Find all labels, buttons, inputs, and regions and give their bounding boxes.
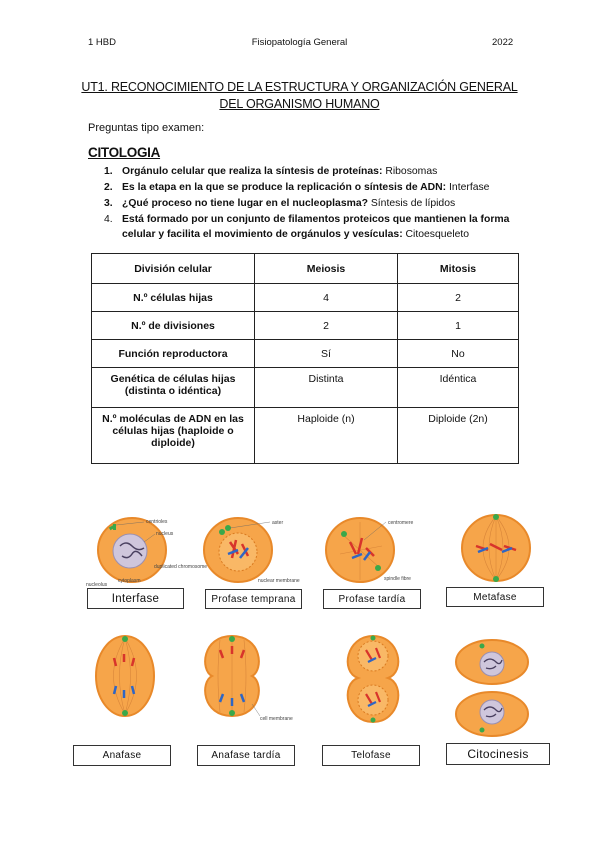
table-row — [92, 408, 519, 464]
header-right: 2022 — [492, 37, 514, 48]
duplicated-chromosome-label: duplicated chromosome — [154, 564, 208, 570]
header-left: 1 HBD — [88, 37, 116, 48]
answer-text: Síntesis de lípidos — [370, 198, 456, 209]
table-cell: Haploide (n) — [255, 408, 398, 464]
table-header-cell: Meiosis — [255, 254, 398, 284]
table-cell: Sí — [255, 340, 398, 368]
nuclear-membrane-label: nuclear membrane — [258, 578, 300, 584]
centromere-label: centromere — [388, 520, 414, 526]
question-list — [88, 165, 528, 244]
table-header-cell: División celular — [92, 254, 255, 284]
table-row — [92, 340, 519, 368]
question-number: 1. — [104, 166, 113, 177]
label-anaphase: Anafase — [73, 745, 171, 766]
question-item — [88, 165, 528, 180]
interphase-diagram — [84, 510, 208, 590]
table-cell: 2 — [398, 284, 519, 312]
question-number: 4. — [104, 214, 113, 225]
page-title-line2: DEL ORGANISMO HUMANO — [219, 97, 380, 111]
label-metaphase: Metafase — [446, 587, 544, 607]
nucleolus-label: nucleolus — [86, 582, 108, 588]
header-center: Fisiopatología General — [251, 37, 348, 48]
question-item — [88, 213, 528, 242]
table-header-cell: Mitosis — [398, 254, 519, 284]
section-heading: CITOLOGIA — [88, 145, 161, 160]
question-number: 2. — [104, 182, 113, 193]
table-cell: No — [398, 340, 519, 368]
table-row-header: Genética de células hijas (distinta o idéntica) — [92, 368, 255, 408]
question-number: 3. — [104, 198, 113, 209]
comparison-table — [91, 253, 519, 464]
label-late-prophase: Profase tardía — [323, 589, 421, 609]
table-row — [92, 312, 519, 340]
answer-text: Ribosomas — [385, 166, 438, 177]
aster-label: aster — [272, 520, 284, 526]
question-item — [88, 197, 528, 212]
table-cell: 1 — [398, 312, 519, 340]
table-row-header: N.º moléculas de ADN en las células hijas (haploide o diploide) — [92, 408, 255, 464]
table-cell: Idéntica — [398, 368, 519, 408]
answer-text: Interfase — [449, 182, 490, 193]
table-header-row — [92, 254, 519, 284]
spindle-fibre-label: spindle fibre — [384, 576, 411, 582]
late-prophase-diagram — [322, 510, 432, 590]
label-early-prophase: Profase temprana — [205, 589, 302, 609]
question-text: Orgánulo celular que realiza la síntesis de proteínas: — [122, 166, 383, 177]
table-row-header: N.º células hijas — [92, 284, 255, 312]
answer-text: Citoesqueleto — [405, 228, 470, 240]
telophase-diagram — [336, 632, 410, 726]
label-interphase: Interfase — [87, 588, 184, 609]
intro-text: Preguntas tipo examen: — [88, 122, 205, 134]
label-cytokinesis: Citocinesis — [446, 743, 550, 765]
table-row — [92, 368, 519, 408]
table-row — [92, 284, 519, 312]
table-cell: 4 — [255, 284, 398, 312]
question-item — [88, 181, 528, 196]
centrioles-label: centrioles — [146, 519, 168, 525]
metaphase-diagram — [456, 508, 536, 588]
cytoplasm-label: cytoplasm — [118, 578, 141, 584]
page-title-line1: UT1. RECONOCIMIENTO DE LA ESTRUCTURA Y ORGANIZACIÓN GENERAL — [81, 80, 518, 94]
label-telophase: Telofase — [322, 745, 420, 766]
cytokinesis-diagram — [452, 638, 532, 742]
table-cell: Distinta — [255, 368, 398, 408]
cell-membrane-label: cell membrane — [260, 716, 293, 722]
label-late-anaphase: Anafase tardía — [197, 745, 295, 766]
table-cell: Diploide (2n) — [398, 408, 519, 464]
late-anaphase-diagram — [196, 630, 316, 722]
question-text: Es la etapa en la que se produce la replicación o síntesis de ADN: — [122, 182, 447, 193]
table-cell: 2 — [255, 312, 398, 340]
question-text: ¿Qué proceso no tiene lugar en el nucleoplasma? — [122, 198, 368, 209]
table-row-header: Función reproductora — [92, 340, 255, 368]
nucleus-label: nucleus — [156, 531, 174, 537]
anaphase-diagram — [90, 632, 160, 720]
question-text: Está formado por un conjunto de filamentos proteicos que mantienen la forma celular y facilita el movimiento de orgánulos y vesículas: — [122, 214, 510, 240]
early-prophase-diagram — [200, 510, 312, 590]
table-row-header: N.º de divisiones — [92, 312, 255, 340]
